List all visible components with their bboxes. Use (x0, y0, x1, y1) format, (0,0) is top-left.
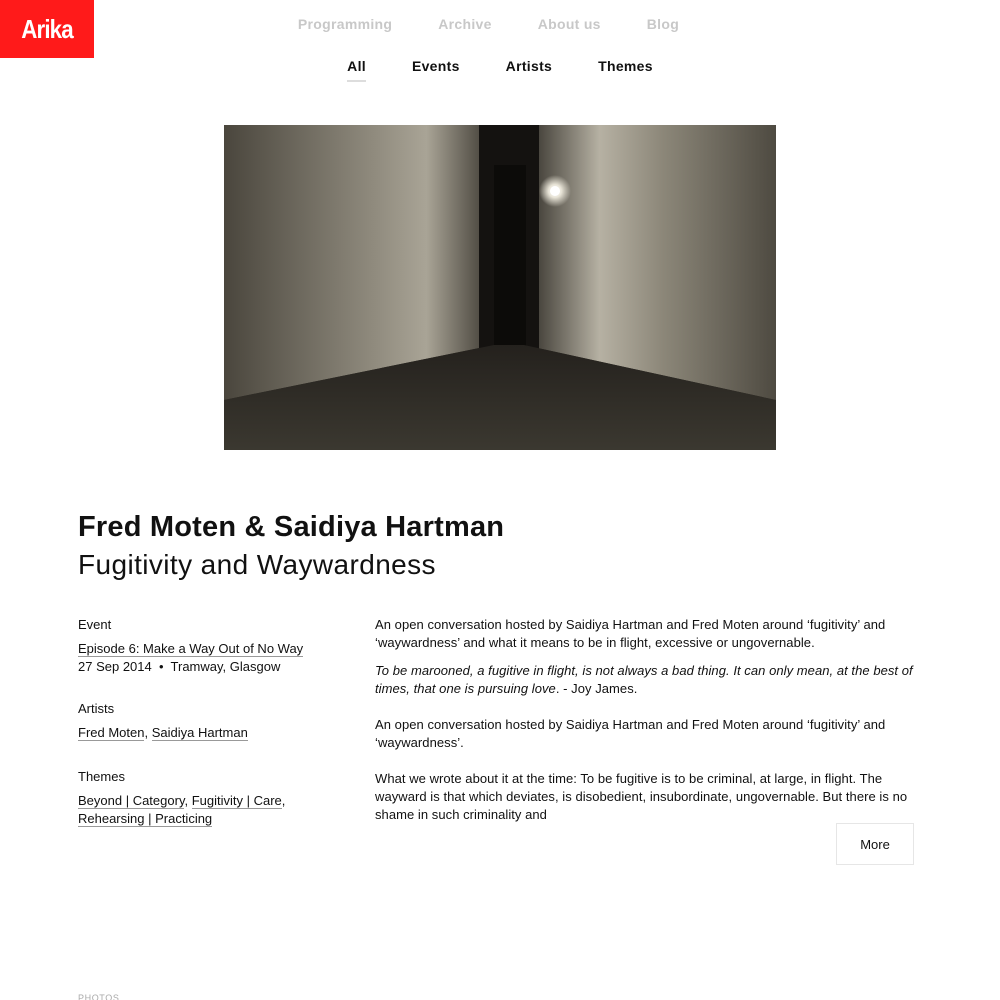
top-nav (0, 16, 1000, 32)
hero-image (224, 125, 776, 450)
event-venue: Tramway, Glasgow (170, 659, 281, 674)
tab-themes[interactable]: Themes (598, 58, 653, 74)
theme-link-beyond-category[interactable]: Beyond | Category (78, 793, 185, 808)
top-nav-blog[interactable]: Blog (646, 16, 680, 32)
top-nav-about-us[interactable]: About us (537, 16, 601, 32)
more-button[interactable]: More (836, 823, 914, 865)
sub-nav (0, 58, 1000, 82)
logo-text: Arika (21, 13, 73, 44)
event-label: Event (78, 617, 112, 632)
work-title: Fugitivity and Waywardness (78, 549, 436, 580)
event-group (78, 616, 338, 676)
top-nav-archive[interactable]: Archive (438, 16, 492, 32)
event-description (375, 616, 920, 824)
event-separator: • (158, 659, 164, 674)
themes-separator: , (281, 793, 286, 808)
description-quote-paragraph (375, 662, 920, 698)
event-date: 27 Sep 2014 (78, 659, 152, 674)
artist-link-fred-moten[interactable]: Fred Moten (78, 725, 145, 740)
event-meta (78, 658, 338, 676)
tab-all[interactable]: All (347, 58, 366, 82)
artist-link-saidiya-hartman[interactable]: Saidiya Hartman (151, 725, 248, 740)
description-quote-attribution: . - Joy James. (555, 681, 638, 696)
artist-title: Fred Moten & Saidiya Hartman (78, 511, 505, 543)
event-link[interactable]: Episode 6: Make a Way Out of No Way (78, 641, 304, 656)
artists-separator: , (144, 725, 152, 740)
description-paragraph-1: An open conversation hosted by Saidiya Hartman and Fred Moten around ‘fugitivity’ and ‘waywardness’ and what it means to be in flight, excessive or ungovernable. (375, 617, 886, 650)
theme-link-rehearsing-practicing[interactable]: Rehearsing | Practicing (78, 811, 213, 826)
description-quote: To be marooned, a fugitive in flight, is not always a bad thing. It can only mean, at the best of times, that one is pursuing love (375, 663, 913, 696)
artists-group (78, 700, 338, 742)
tab-artists[interactable]: Artists (505, 58, 553, 74)
themes-separator: , (184, 793, 192, 808)
event-sidebar (78, 616, 338, 828)
themes-label: Themes (78, 769, 125, 784)
corridor-photo (224, 125, 776, 450)
description-paragraph-3: An open conversation hosted by Saidiya Hartman and Fred Moten around ‘fugitivity’ and ‘waywardness’. (375, 717, 886, 750)
themes-group (78, 768, 338, 828)
top-nav-programming[interactable]: Programming (297, 16, 393, 32)
artists-label: Artists (78, 701, 115, 716)
theme-link-fugitivity-care[interactable]: Fugitivity | Care (191, 793, 282, 808)
description-paragraph-4: What we wrote about it at the time: To be fugitive is to be criminal, at large, in flight. The wayward is that which deviates, is disobedient, insubordinate, ungovernable. But there is no shame in such criminality and (375, 771, 908, 822)
photos-section-label: PHOTOS (78, 993, 120, 1000)
tab-events[interactable]: Events (411, 58, 460, 74)
